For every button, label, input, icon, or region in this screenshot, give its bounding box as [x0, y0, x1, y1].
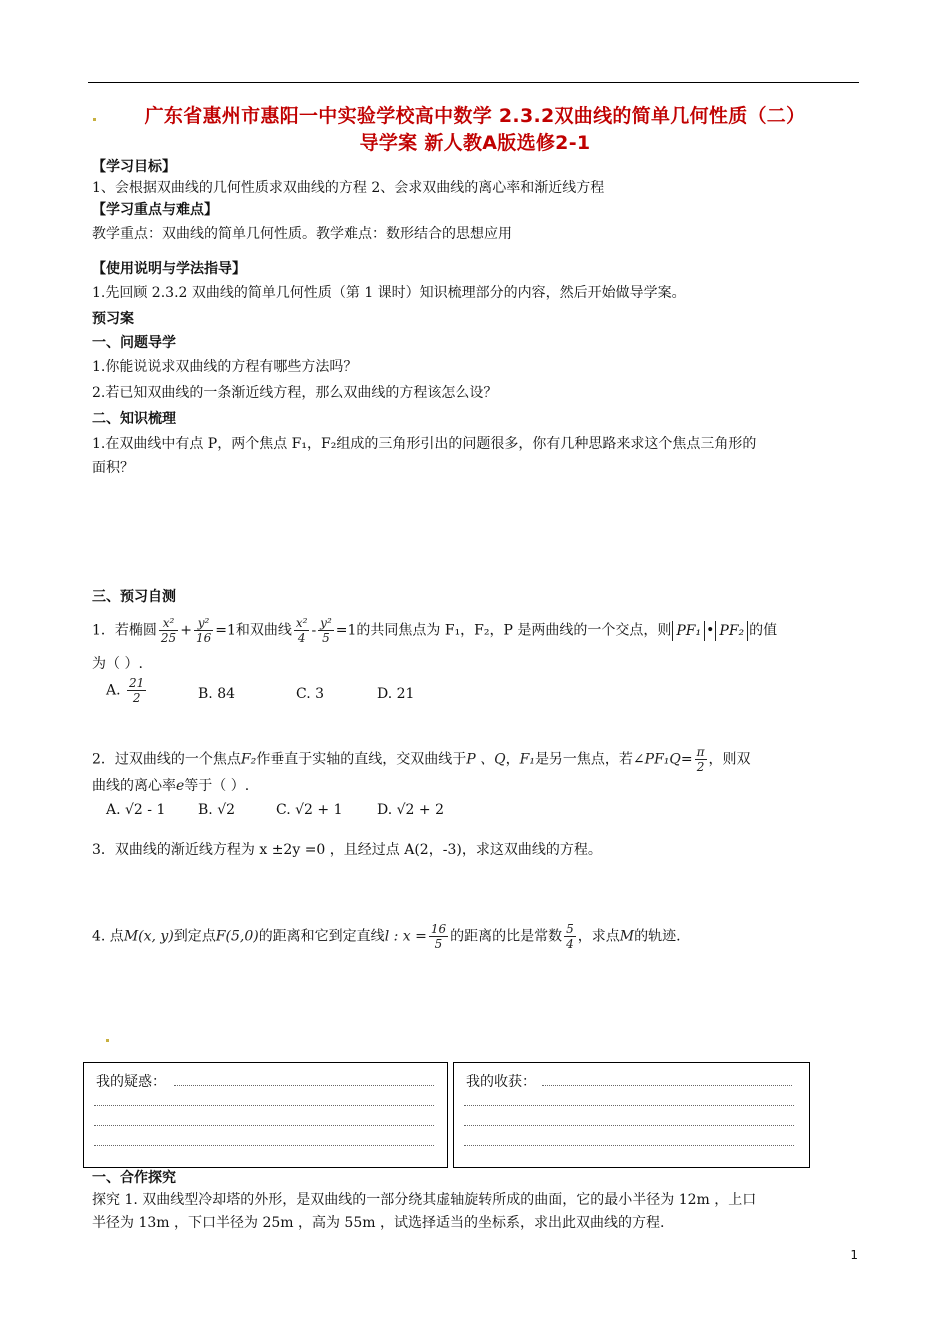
problem-1-option-b: B. 84 [198, 686, 236, 702]
problem-guide-heading: 一、问题导学 [92, 335, 176, 351]
page-number: 1 [850, 1248, 858, 1262]
goals-text: 1、会根据双曲线的几何性质求双曲线的方程 2、会求双曲线的离心率和渐近线方程 [92, 180, 605, 196]
doubts-line[interactable] [174, 1085, 434, 1086]
problem-2-option-a: A. √2 - 1 [106, 802, 166, 818]
scan-mark [106, 1039, 109, 1042]
usage-text: 1.先回顾 2.3.2 双曲线的简单几何性质（第 1 课时）知识梳理部分的内容，然后开始做导学案。 [92, 285, 686, 301]
preview-heading: 预习案 [92, 311, 134, 327]
doubts-line[interactable] [94, 1145, 434, 1146]
explore-line-2: 半径为 13m ，下口半径为 25m ，高为 55m ，试选择适当的坐标系，求出此双曲线的方程. [92, 1215, 665, 1231]
gains-line[interactable] [464, 1105, 794, 1106]
doubts-label: 我的疑惑： [96, 1074, 166, 1090]
top-rule [88, 82, 859, 83]
usage-heading: 【使用说明与学法指导】 [92, 261, 246, 277]
gains-label: 我的收获： [466, 1074, 536, 1090]
gains-line[interactable] [464, 1125, 794, 1126]
knowledge-heading: 二、知识梳理 [92, 411, 176, 427]
problem-2-option-c: C. √2 + 1 [276, 802, 343, 818]
knowledge-question-line-1: 1.在双曲线中有点 P，两个焦点 F₁，F₂组成的三角形引出的问题很多，你有几种思路来求这个焦点三角形的 [92, 436, 757, 452]
problem-2-option-b: B. √2 [198, 802, 236, 818]
document-title-line-2: 导学案 新人教A版选修2-1 [359, 132, 591, 154]
guide-question-2: 2.若已知双曲线的一条渐近线方程，那么双曲线的方程该怎么设？ [92, 385, 498, 401]
gains-line[interactable] [464, 1145, 794, 1146]
problem-4: 4. 点M(x, y)到定点F(5,0)的距离和它到定直线l : x = $\frac{16}{5}$ 的距离的比是常数 $\frac{5}{4}$ ，求点M的轨迹. [92, 922, 681, 951]
ellipse-term-x: $\frac{\text{x²}}{25}$ [160, 616, 177, 645]
problem-2-line-1: 2．过双曲线的一个焦点F₂作垂直于实轴的直线，交双曲线于P 、Q，F₁是另一焦点，若∠PF₁Q= $\frac{\pi}{2}$ ，则双 [92, 745, 751, 774]
scan-mark [93, 118, 96, 121]
problem-2-line-2: 曲线的离心率e等于（ ）. [92, 778, 250, 794]
pi-over-two: $\frac{\pi}{2}$ [696, 745, 705, 774]
key-points-text: 教学重点：双曲线的简单几何性质。教学难点：数形结合的思想应用 [92, 226, 512, 242]
cooperation-heading: 一、合作探究 [92, 1170, 176, 1186]
abs-pf2: PF₂ [715, 621, 748, 641]
hyperbola-term-x: $\frac{\text{x²}}{4}$ [295, 616, 308, 645]
doubts-line[interactable] [94, 1105, 434, 1106]
problem-1-line-1: 1．若椭圆 $\frac{\text{x²}}{25}$ + $\frac{\text{y²}}{16}$ =1和双曲线 $\frac{\text{x²}}{4}$ - $\frac{\text{y²}}{5}$ =1的共同焦点为 F₁，F₂，P 是两曲线的一个交点，则 PF₁ • PF₂ 的值 [92, 616, 778, 645]
hyperbola-term-y: $\frac{\text{y²}}{5}$ [320, 616, 332, 645]
abs-pf1: PF₁ [672, 621, 705, 641]
problem-1-line-2: 为（ ）. [92, 656, 143, 672]
problem-2-option-d: D. √2 + 2 [377, 802, 444, 818]
guide-question-1: 1.你能说说求双曲线的方程有哪些方法吗？ [92, 359, 358, 375]
document-title-line-1: 广东省惠州市惠阳一中实验学校高中数学 2.3.2双曲线的简单几何性质（二） [144, 105, 806, 127]
doubts-box [83, 1062, 448, 1168]
doubts-line[interactable] [94, 1125, 434, 1126]
knowledge-question-line-2: 面积？ [92, 460, 134, 476]
gains-line[interactable] [542, 1085, 792, 1086]
explore-line-1: 探究 1. 双曲线型冷却塔的外形，是双曲线的一部分绕其虚轴旋转所成的曲面，它的最小半径为 12m ，上口 [92, 1192, 757, 1208]
problem-3: 3．双曲线的渐近线方程为 x ±2y =0 ，且经过点 A(2，-3)，求这双曲线的方程。 [92, 842, 602, 858]
problem-1-option-d: D. 21 [377, 686, 415, 702]
ellipse-term-y: $\frac{\text{y²}}{16}$ [195, 616, 212, 645]
gains-box [453, 1062, 810, 1168]
self-test-heading: 三、预习自测 [92, 589, 176, 605]
problem-1-option-c: C. 3 [296, 686, 325, 702]
goals-heading: 【学习目标】 [92, 159, 176, 175]
key-points-heading: 【学习重点与难点】 [92, 202, 218, 218]
problem-1-option-a: A. $\frac{21}{2}$ [106, 676, 145, 705]
